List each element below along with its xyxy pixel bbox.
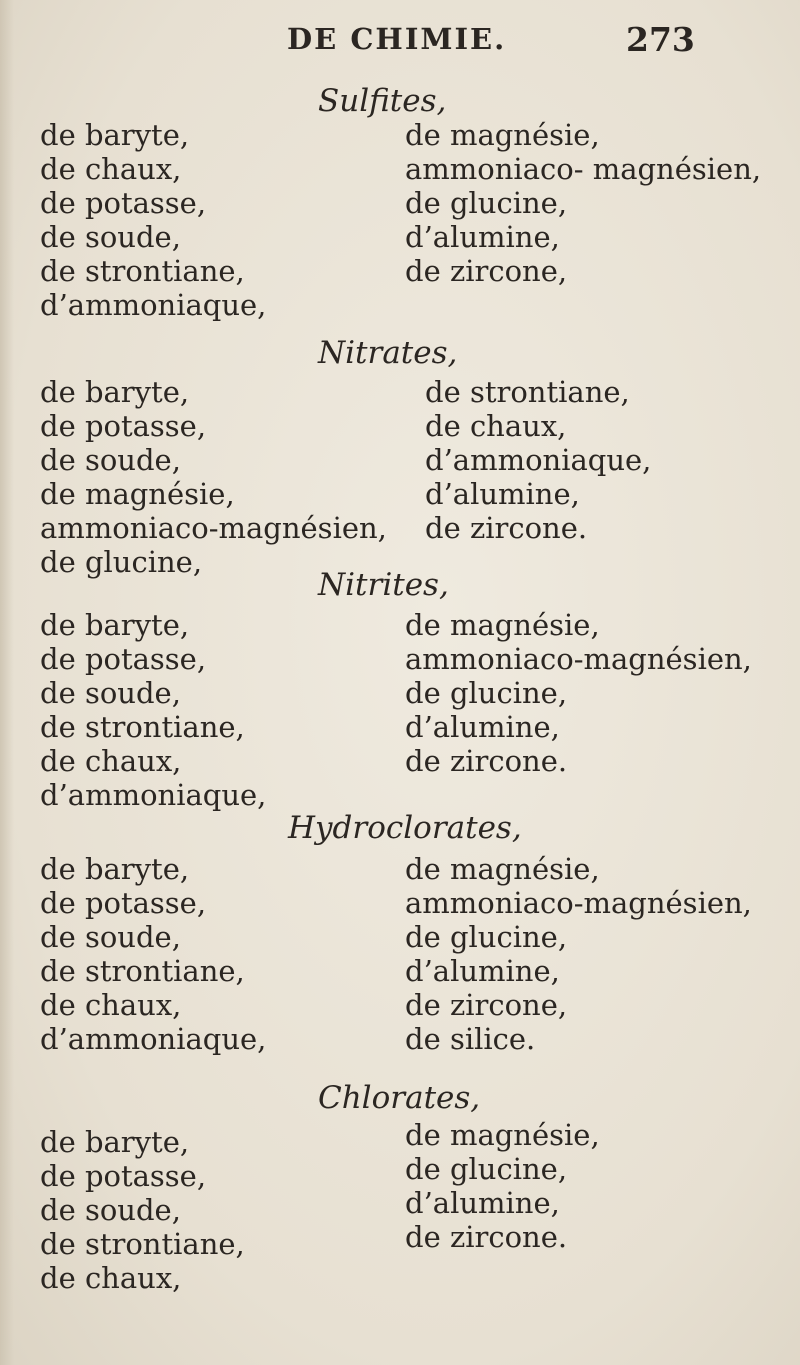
list-item: d’alumine, — [425, 477, 580, 511]
list-item: d’alumine, — [405, 954, 560, 988]
nitrates-right-list — [425, 375, 651, 545]
list-item: de strontiane, — [40, 710, 245, 744]
list-item: de potasse, — [40, 1159, 207, 1193]
list-item: d’alumine, — [405, 220, 560, 254]
list-item: de glucine, — [405, 186, 568, 220]
nitrates-left-list — [40, 375, 387, 579]
section-heading-sulfites: Sulfites, — [318, 83, 447, 119]
list-item: de magnésie, — [405, 852, 600, 886]
list-item: de glucine, — [405, 676, 568, 710]
running-title: DE CHIMIE. — [287, 22, 507, 56]
list-item: d’alumine, — [405, 1186, 560, 1220]
list-item: de strontiane, — [40, 954, 245, 988]
section-heading-nitrates: Nitrates, — [318, 335, 458, 371]
list-item: de soude, — [40, 220, 181, 254]
list-item: de zircone, — [405, 988, 568, 1022]
list-item: de strontiane, — [40, 1227, 245, 1261]
list-item: de baryte, — [40, 118, 190, 152]
list-item: de strontiane, — [40, 254, 245, 288]
list-item: de magnésie, — [405, 118, 600, 152]
list-item: de chaux, — [40, 744, 182, 778]
list-item: ammoniaco-magnésien, — [405, 886, 752, 920]
list-item: de soude, — [40, 920, 181, 954]
list-item: de strontiane, — [425, 375, 630, 409]
list-item: ammoniaco- magnésien, — [405, 152, 762, 186]
list-item: de silice. — [405, 1022, 536, 1056]
list-item: d’ammoniaque, — [40, 1022, 267, 1056]
section-heading-nitrites: Nitrites, — [318, 567, 449, 603]
list-item: de glucine, — [405, 1152, 568, 1186]
list-item: de baryte, — [40, 852, 190, 886]
list-item: d’ammoniaque, — [425, 443, 652, 477]
list-item: de zircone, — [405, 254, 568, 288]
page-gutter-shadow — [0, 0, 14, 1365]
list-item: d’ammoniaque, — [40, 778, 267, 812]
list-item: de potasse, — [40, 642, 207, 676]
list-item: de magnésie, — [405, 608, 600, 642]
list-item: de baryte, — [40, 375, 190, 409]
list-item: de zircone. — [425, 511, 588, 545]
chlorates-right-list — [405, 1118, 600, 1254]
chlorates-left-list — [40, 1125, 245, 1295]
list-item: ammoniaco-magnésien, — [405, 642, 752, 676]
list-item: de soude, — [40, 676, 181, 710]
section-heading-hydroclorates: Hydroclorates, — [288, 810, 522, 846]
list-item: de magnésie, — [405, 1118, 600, 1152]
list-item: de potasse, — [40, 186, 207, 220]
list-item: de glucine, — [405, 920, 568, 954]
list-item: d’ammoniaque, — [40, 288, 267, 322]
nitrites-right-list — [405, 608, 752, 778]
list-item: de baryte, — [40, 1125, 190, 1159]
hydroclorates-left-list — [40, 852, 266, 1056]
list-item: de potasse, — [40, 409, 207, 443]
list-item: de chaux, — [40, 988, 182, 1022]
list-item: de chaux, — [40, 1261, 182, 1295]
list-item: de baryte, — [40, 608, 190, 642]
list-item: de zircone. — [405, 1220, 568, 1254]
section-heading-chlorates: Chlorates, — [318, 1080, 481, 1116]
hydroclorates-right-list — [405, 852, 752, 1056]
nitrites-left-list — [40, 608, 266, 812]
sulfites-right-list — [405, 118, 761, 288]
list-item: de chaux, — [425, 409, 567, 443]
list-item: de chaux, — [40, 152, 182, 186]
list-item: de zircone. — [405, 744, 568, 778]
list-item: de glucine, — [40, 545, 203, 579]
sulfites-left-list — [40, 118, 266, 322]
list-item: d’alumine, — [405, 710, 560, 744]
list-item: de soude, — [40, 443, 181, 477]
list-item: de magnésie, — [40, 477, 235, 511]
list-item: de potasse, — [40, 886, 207, 920]
list-item: ammoniaco-magnésien, — [40, 511, 387, 545]
page-number: 273 — [626, 20, 695, 59]
list-item: de soude, — [40, 1193, 181, 1227]
